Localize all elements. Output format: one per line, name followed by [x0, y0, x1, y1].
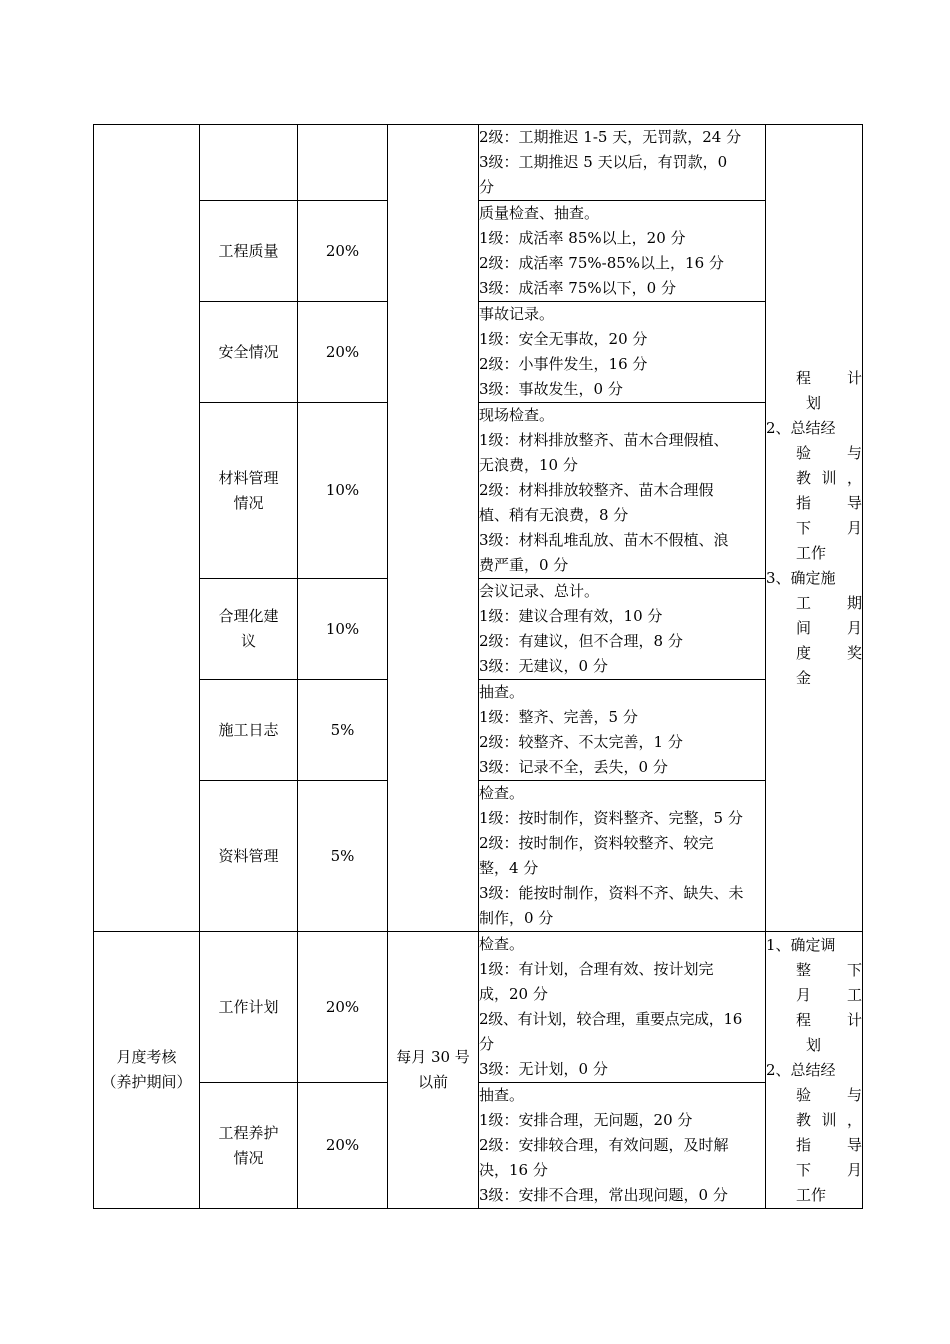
period-cell: [94, 932, 200, 1209]
period-cell-top: [94, 125, 200, 932]
criteria-line: 费严重，0 分: [479, 556, 569, 574]
criteria-line: 抽查。: [479, 1086, 525, 1104]
criteria-line: 3级：能按时制作，资料不齐、缺失、未: [479, 884, 744, 902]
deadline-line: 以前: [417, 1073, 448, 1091]
item-line: 议: [240, 632, 256, 650]
criteria-line: 检查。: [479, 784, 525, 802]
criteria-cell: [479, 680, 766, 781]
item-cell: 安全情况: [200, 302, 298, 403]
criteria-line: 会议记录、总计。: [479, 582, 600, 600]
weight-cell: 5%: [298, 680, 388, 781]
remark-line: 3、确定施: [766, 568, 836, 587]
table-row: [94, 403, 863, 579]
table-row: [94, 302, 863, 403]
item-cell: [200, 403, 298, 579]
remark-line: 划: [806, 393, 822, 412]
weight-cell: 20%: [298, 932, 388, 1083]
remark-line: 划: [806, 1035, 822, 1054]
remark-line: 月 工: [796, 985, 862, 1004]
criteria-cell: [479, 302, 766, 403]
item-cell: [200, 125, 298, 201]
remark-line: 下 月: [796, 518, 862, 537]
criteria-line: 无浪费，10 分: [479, 456, 578, 474]
weight-cell: [298, 125, 388, 201]
item-line: 合理化建: [218, 607, 279, 625]
criteria-line: 1级：按时制作，资料整齐、完整，5 分: [479, 809, 743, 827]
criteria-line: 决，16 分: [479, 1161, 548, 1179]
criteria-line: 1级：安排合理，无问题，20 分: [479, 1111, 693, 1129]
remark-line: 指 导: [796, 1135, 862, 1154]
weight-cell: 5%: [298, 781, 388, 932]
remark-line: 2、总结经: [766, 418, 836, 437]
remark-line: 教训，: [796, 1110, 862, 1129]
deadline-cell-top: [388, 125, 479, 932]
criteria-cell: [479, 201, 766, 302]
criteria-line: 2级：安排较合理，有效问题，及时解: [479, 1136, 729, 1154]
criteria-cell: [479, 579, 766, 680]
item-line: 情况: [233, 1148, 264, 1167]
remark-line: 下 月: [796, 1160, 862, 1179]
item-line: 材料管理: [218, 468, 279, 487]
table-row: [94, 579, 863, 680]
criteria-line: 2级：较整齐、不太完善，1 分: [479, 733, 683, 751]
remark-line: 1、确定调: [766, 935, 836, 954]
criteria-line: 3级：事故发生，0 分: [479, 380, 623, 398]
remark-line: 指 导: [796, 493, 862, 512]
remark-line: 程 计: [796, 1010, 862, 1029]
criteria-line: 2级：成活率 75%-85%以上，16 分: [479, 254, 724, 272]
weight-cell: 20%: [298, 1083, 388, 1209]
remark-line: 程 计: [796, 368, 862, 387]
criteria-line: 植、稍有无浪费，8 分: [479, 506, 629, 524]
criteria-line: 3级：无计划，0 分: [479, 1060, 608, 1078]
remark-line: 验 与: [796, 443, 862, 462]
period-line: 月度考核: [116, 1048, 177, 1066]
criteria-line: 2级：按时制作，资料较整齐、较完: [479, 834, 714, 852]
criteria-cell: [479, 932, 766, 1083]
remark-line: 整 下: [796, 960, 862, 979]
criteria-line: 3级：无建议，0 分: [479, 657, 608, 675]
weight-cell: 10%: [298, 403, 388, 579]
criteria-line: 整，4 分: [479, 859, 539, 877]
criteria-line: 2级：材料排放较整齐、苗木合理假: [479, 481, 714, 499]
criteria-line: 1级：建议合理有效，10 分: [479, 607, 663, 625]
criteria-line: 2级、有计划，较合理，重要点完成，16: [479, 1010, 742, 1028]
remark-line: 工 期: [796, 593, 862, 612]
criteria-line: 分: [479, 1035, 495, 1053]
criteria-cell: [479, 781, 766, 932]
criteria-line: 抽查。: [479, 683, 525, 701]
item-line: 工程养护: [218, 1123, 279, 1142]
criteria-cell: [479, 1083, 766, 1209]
criteria-line: 2级：有建议，但不合理，8 分: [479, 632, 683, 650]
deadline-line: 每月 30 号: [396, 1048, 470, 1066]
remark-cell-top: [766, 125, 863, 932]
item-cell: [200, 1083, 298, 1209]
criteria-cell: [479, 403, 766, 579]
criteria-line: 3级：材料乱堆乱放、苗木不假植、浪: [479, 531, 729, 549]
table-row: [94, 201, 863, 302]
weight-cell: 10%: [298, 579, 388, 680]
criteria-cell: [479, 125, 766, 201]
table-row: [94, 781, 863, 932]
weight-cell: 20%: [298, 302, 388, 403]
criteria-line: 1级：有计划，合理有效、按计划完: [479, 960, 714, 978]
remark-line: 金: [796, 668, 812, 687]
item-cell: 工作计划: [200, 932, 298, 1083]
criteria-line: 成，20 分: [479, 985, 548, 1003]
deadline-cell: [388, 932, 479, 1209]
criteria-line: 1级：材料排放整齐、苗木合理假植、: [479, 431, 729, 449]
criteria-line: 3级：安排不合理，常出现问题，0 分: [479, 1186, 728, 1204]
remark-line: 工作: [796, 543, 827, 562]
remark-line: 间 月: [796, 618, 862, 637]
criteria-line: 现场检查。: [479, 406, 555, 424]
table-row: [94, 680, 863, 781]
remark-line: 验 与: [796, 1085, 862, 1104]
table-row: [94, 125, 863, 201]
criteria-line: 检查。: [479, 935, 525, 953]
remark-line: 工作: [796, 1185, 827, 1204]
item-cell: [200, 579, 298, 680]
criteria-line: 2级：小事件发生，16 分: [479, 355, 648, 373]
criteria-line: 1级：成活率 85%以上，20 分: [479, 229, 686, 247]
criteria-line: 分: [479, 178, 495, 196]
criteria-line: 事故记录。: [479, 305, 555, 323]
criteria-line: 3级：工期推迟 5 天以后，有罚款，0: [479, 153, 728, 171]
criteria-line: 质量检查、抽查。: [479, 204, 600, 222]
item-cell: 施工日志: [200, 680, 298, 781]
weight-cell: 20%: [298, 201, 388, 302]
table-row: [94, 1083, 863, 1209]
period-line: （养护期间）: [101, 1073, 192, 1091]
item-line: 情况: [233, 493, 264, 512]
remark-line: 度 奖: [796, 643, 862, 662]
criteria-line: 3级：记录不全，丢失，0 分: [479, 758, 668, 776]
criteria-line: 制作，0 分: [479, 909, 554, 927]
assessment-table: [93, 124, 863, 1209]
remark-line: 2、总结经: [766, 1060, 836, 1079]
item-cell: 工程质量: [200, 201, 298, 302]
item-cell: 资料管理: [200, 781, 298, 932]
criteria-line: 2级：工期推迟 1-5 天，无罚款，24 分: [479, 128, 742, 146]
table-row: [94, 932, 863, 1083]
criteria-line: 3级：成活率 75%以下，0 分: [479, 279, 676, 297]
criteria-line: 1级：安全无事故，20 分: [479, 330, 648, 348]
remark-line: 教训，: [796, 468, 862, 487]
criteria-line: 1级：整齐、完善，5 分: [479, 708, 638, 726]
remark-cell: [766, 932, 863, 1209]
